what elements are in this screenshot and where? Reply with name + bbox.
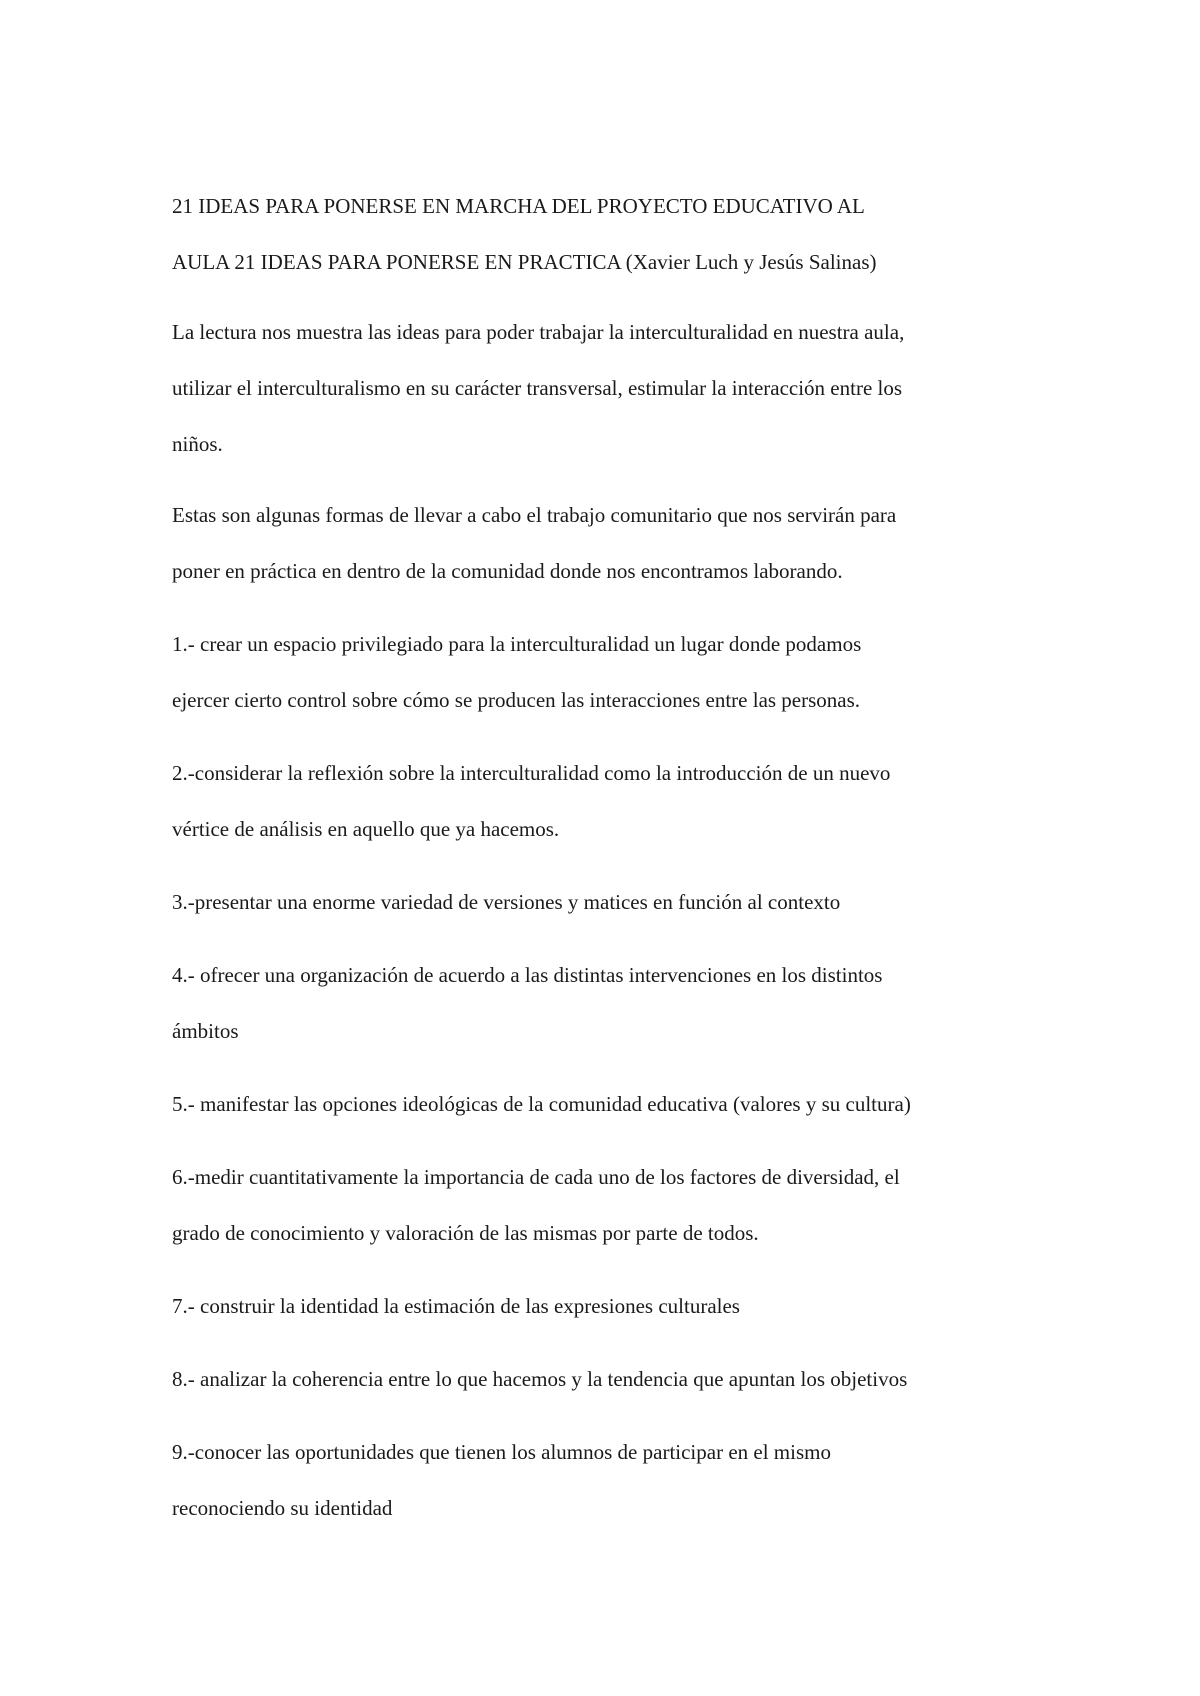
item-2-line-1: 2.-considerar la reflexión sobre la interculturalidad como la introducción de un nuevo — [172, 761, 891, 785]
item-6-line-1: 6.-medir cuantitativamente la importancia de cada uno de los factores de diversidad, el — [172, 1165, 900, 1189]
intro-line-2: utilizar el interculturalismo en su carácter transversal, estimular la interacción entre los — [172, 376, 903, 400]
item-9-line-1: 9.-conocer las oportunidades que tienen los alumnos de participar en el mismo — [172, 1440, 831, 1464]
item-8-line-1: 8.- analizar la coherencia entre lo que hacemos y la tendencia que apuntan los objetivos — [172, 1367, 908, 1391]
item-5-line-1: 5.- manifestar las opciones ideológicas de la comunidad educativa (valores y su cultura) — [172, 1092, 911, 1116]
intro-line-3: niños. — [172, 432, 223, 456]
item-4-line-1: 4.- ofrecer una organización de acuerdo a las distintas intervenciones en los distintos — [172, 963, 883, 987]
item-4-line-2: ámbitos — [172, 1019, 239, 1043]
item-6-line-2: grado de conocimiento y valoración de las mismas por parte de todos. — [172, 1221, 759, 1245]
context-line-1: Estas son algunas formas de llevar a cabo el trabajo comunitario que nos servirán para — [172, 503, 897, 527]
title-line-2: AULA 21 IDEAS PARA PONERSE EN PRACTICA (Xavier Luch y Jesús Salinas) — [172, 250, 877, 274]
item-1-line-2: ejercer cierto control sobre cómo se producen las interacciones entre las personas. — [172, 688, 861, 712]
item-3-line-1: 3.-presentar una enorme variedad de versiones y matices en función al contexto — [172, 890, 841, 914]
title-line-1: 21 IDEAS PARA PONERSE EN MARCHA DEL PROYECTO EDUCATIVO AL — [172, 194, 865, 218]
context-line-2: poner en práctica en dentro de la comunidad donde nos encontramos laborando. — [172, 559, 843, 583]
intro-line-1: La lectura nos muestra las ideas para poder trabajar la interculturalidad en nuestra aula, — [172, 320, 905, 344]
item-7-line-1: 7.- construir la identidad la estimación de las expresiones culturales — [172, 1294, 740, 1318]
item-2-line-2: vértice de análisis en aquello que ya hacemos. — [172, 817, 560, 841]
item-9-line-2: reconociendo su identidad — [172, 1496, 393, 1520]
item-1-line-1: 1.- crear un espacio privilegiado para la interculturalidad un lugar donde podamos — [172, 632, 862, 656]
